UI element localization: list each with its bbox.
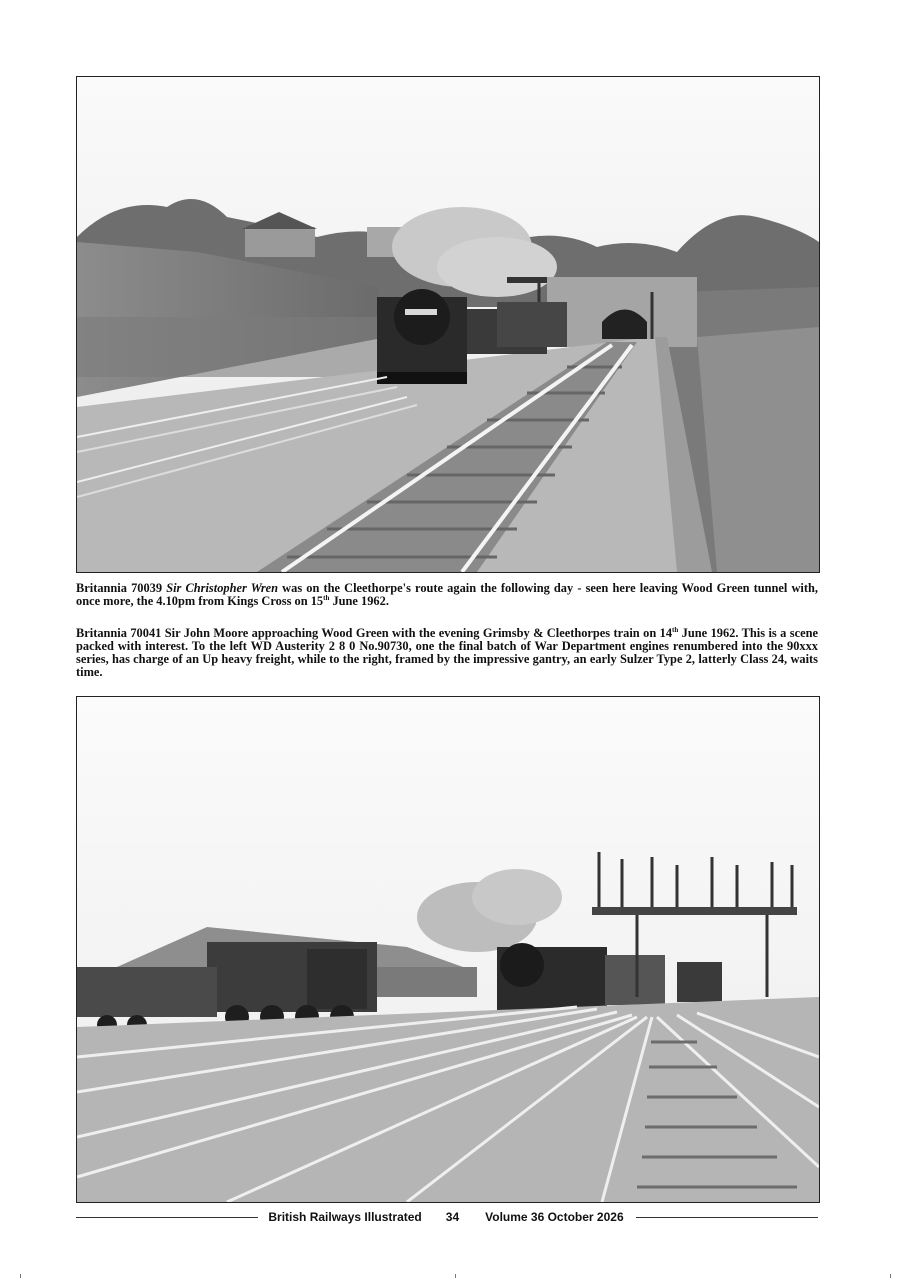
photo-wood-green-tunnel-image — [77, 77, 819, 572]
caption-top-text-end: June 1962. — [329, 594, 389, 608]
footer-magazine-title: British Railways Illustrated — [268, 1210, 422, 1224]
crop-mark-left — [20, 1274, 21, 1278]
crop-mark-right — [890, 1274, 891, 1278]
photo-wood-green-tunnel — [76, 76, 820, 573]
crop-mark-center — [455, 1274, 456, 1278]
footer-issue: Volume 36 October 2026 — [485, 1210, 624, 1224]
footer-page-number: 34 — [445, 1210, 460, 1224]
caption-bottom-text-start: Britannia 70041 Sir John Moore approaching Wood Green with the evening Grimsby & Cleethorpes train on 14 — [76, 626, 673, 640]
caption-top-locomotive-name: Sir Christopher Wren — [166, 581, 279, 595]
caption-bottom-photo — [76, 627, 818, 679]
caption-bottom-ordinal: th — [672, 625, 679, 634]
caption-top-photo — [76, 582, 818, 608]
footer-rule-left — [76, 1217, 258, 1218]
caption-top-ordinal: th — [323, 593, 330, 602]
footer-rule-right — [636, 1217, 818, 1218]
photo-wood-green-approach — [76, 696, 820, 1203]
photo-wood-green-approach-image — [77, 697, 819, 1202]
caption-top-text-middle: was on the Cleethorpe's route again the following day - seen here leaving Wood Green tunnel with, once more, the 4.10pm from Kings Cross on 15 — [76, 581, 818, 608]
caption-bottom-text-end: June 1962. This is a scene packed with interest. To the left WD Austerity 2 8 0 No.90730, one the final batch of War Department engines renumbered into the 90xxx series, has charge of an Up heavy freight, while to the right, framed by the impressive gantry, an early Sulzer Type 2, latterly Class 24, waits time. — [76, 626, 818, 679]
caption-top-text-start: Britannia 70039 — [76, 581, 167, 595]
page-footer — [76, 1208, 818, 1226]
